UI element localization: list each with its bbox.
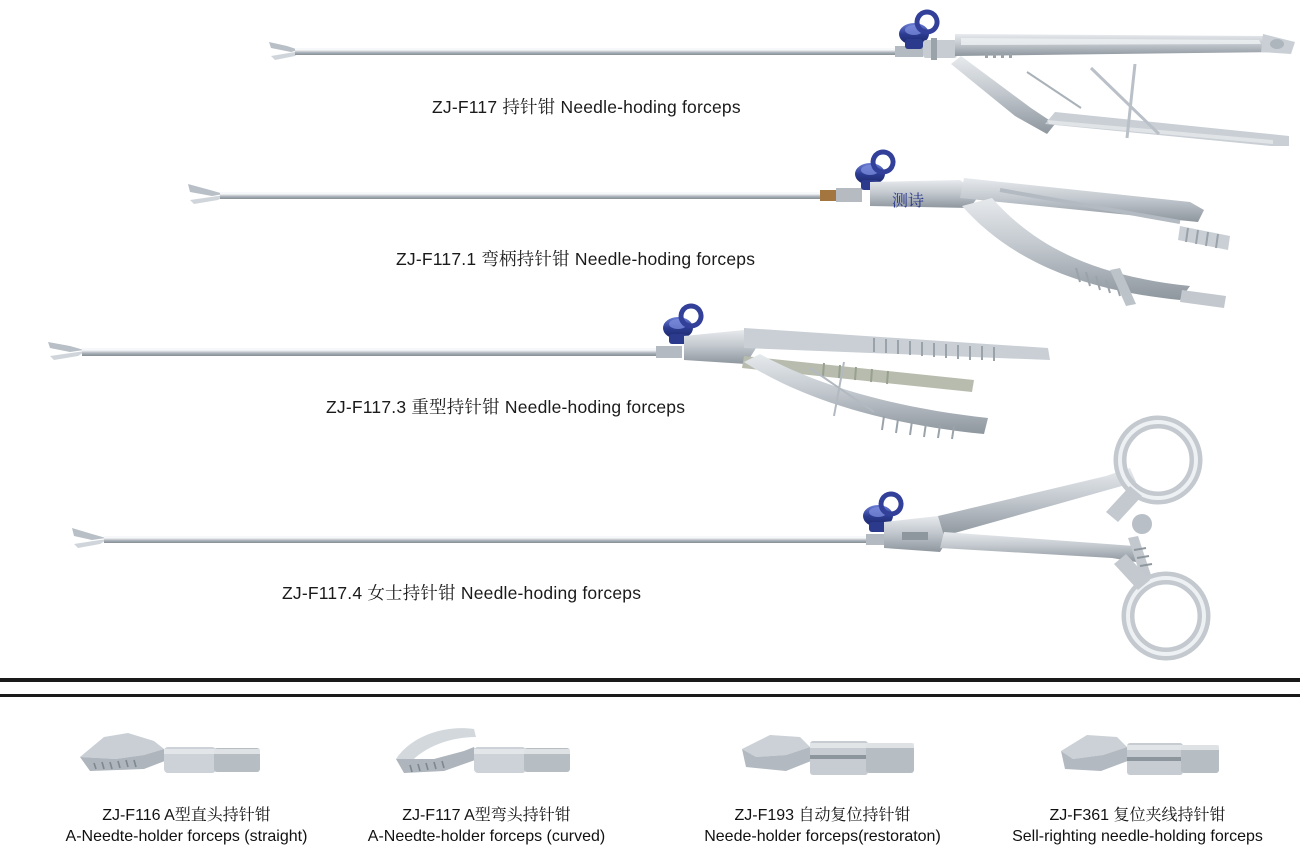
caption-zj-f361 bbox=[975, 805, 1300, 847]
product-zj-f117-1 bbox=[180, 150, 1240, 310]
product-zj-f117 bbox=[255, 12, 1295, 142]
needle-holder-forceps-straight-handle-photo bbox=[255, 12, 1295, 142]
jaw-detail-self-restoring-photo bbox=[660, 715, 985, 795]
caption-line-2: A-Needte-holder forceps (curved) bbox=[367, 828, 606, 845]
section-divider-top bbox=[0, 678, 1300, 682]
caption-zj-f117-3: ZJ-F117.3 重型持针钳 Needle-hoding forceps bbox=[326, 397, 686, 417]
jaw-detail-self-righting-photo bbox=[975, 715, 1300, 795]
caption-zj-f117-1: ZJ-F117.1 弯柄持针钳 Needle-hoding forceps bbox=[396, 249, 756, 269]
caption-line-1: ZJ-F361 复位夹线持针钳 bbox=[1049, 807, 1226, 824]
needle-holder-forceps-curved-handle-photo bbox=[180, 150, 1240, 310]
needle-holder-forceps-ladies-ring-handle-photo bbox=[66, 420, 1246, 660]
product-zj-f116 bbox=[24, 697, 349, 860]
caption-line-2: Sell-righting needle-holding forceps bbox=[1012, 828, 1263, 845]
caption-zj-f117-jaw bbox=[324, 805, 649, 847]
jaw-detail-straight-photo bbox=[24, 715, 349, 795]
caption-zj-f116 bbox=[24, 805, 349, 847]
caption-line-1: ZJ-F193 自动复位持针钳 bbox=[734, 807, 911, 824]
product-zj-f193 bbox=[660, 697, 985, 860]
caption-zj-f193 bbox=[660, 805, 985, 847]
caption-zj-f117: ZJ-F117 持针钳 Needle-hoding forceps bbox=[432, 97, 741, 117]
product-zj-f117-jaw bbox=[324, 697, 649, 860]
caption-line-2: A-Needte-holder forceps (straight) bbox=[65, 828, 308, 845]
caption-line-1: ZJ-F117 A型弯头持针钳 bbox=[402, 807, 571, 824]
product-zj-f117-4 bbox=[66, 420, 1246, 660]
jaw-detail-curved-photo bbox=[324, 715, 649, 795]
caption-zj-f117-4: ZJ-F117.4 女士持针钳 Needle-hoding forceps bbox=[282, 583, 642, 603]
product-zj-f361 bbox=[975, 697, 1300, 860]
svg-text:测诗: 测诗 bbox=[892, 191, 925, 210]
caption-line-2: Neede-holder forceps(restoraton) bbox=[704, 828, 941, 845]
bottom-jaw-details-section bbox=[0, 697, 1300, 860]
caption-line-1: ZJ-F116 A型直头持针钳 bbox=[102, 807, 271, 824]
